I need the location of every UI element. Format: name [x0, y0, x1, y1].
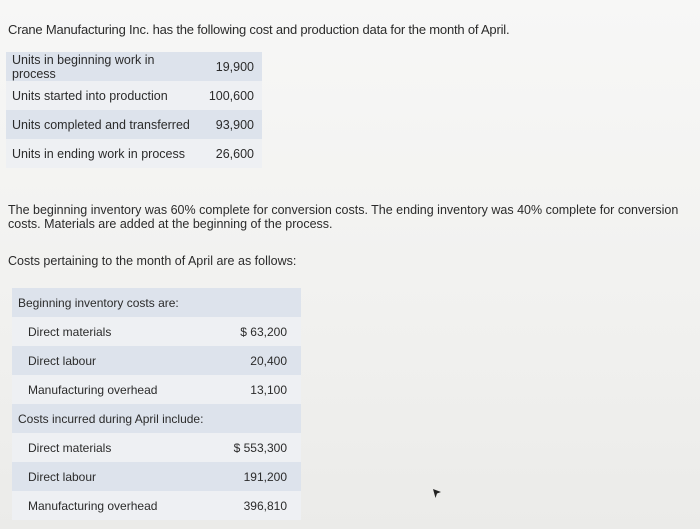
- cost-label: Direct labour: [12, 346, 224, 375]
- table-row: [12, 288, 301, 317]
- inventory-paragraph: The beginning inventory was 60% complete for conversion costs. The ending inventory was 40% complete for conversion costs. Materials are added at the beginning of the process.: [8, 203, 679, 231]
- costs-table: [12, 288, 301, 520]
- cost-label: Direct materials: [12, 317, 224, 346]
- cost-value: 191,200: [224, 462, 301, 491]
- problem-intro: Crane Manufacturing Inc. has the following cost and production data for the month of April.: [8, 22, 510, 37]
- table-row: [12, 462, 301, 491]
- mouse-cursor-icon: [432, 488, 442, 500]
- units-label: Units in beginning work in process: [6, 52, 196, 81]
- cost-value: $ 553,300: [224, 433, 301, 462]
- costs-heading: Costs pertaining to the month of April are as follows:: [8, 254, 297, 268]
- cost-label: Manufacturing overhead: [12, 491, 224, 520]
- units-label: Units started into production: [6, 81, 196, 110]
- cost-value: 13,100: [224, 375, 301, 404]
- cost-value: 20,400: [224, 346, 301, 375]
- units-label: Units completed and transferred: [6, 110, 196, 139]
- table-row: [6, 110, 262, 139]
- table-row: [12, 317, 301, 346]
- cost-label: Direct materials: [12, 433, 224, 462]
- units-table: [6, 52, 262, 168]
- units-value: 26,600: [196, 139, 262, 168]
- table-row: [12, 491, 301, 520]
- table-row: [12, 375, 301, 404]
- april-costs-header: Costs incurred during April include:: [12, 404, 224, 433]
- cost-value: 396,810: [224, 491, 301, 520]
- cost-label: Direct labour: [12, 462, 224, 491]
- units-value: 19,900: [196, 52, 262, 81]
- table-row: [12, 433, 301, 462]
- cost-label: Manufacturing overhead: [12, 375, 224, 404]
- units-value: 100,600: [196, 81, 262, 110]
- units-label: Units in ending work in process: [6, 139, 196, 168]
- beginning-costs-header: Beginning inventory costs are:: [12, 288, 224, 317]
- units-value: 93,900: [196, 110, 262, 139]
- cost-value: $ 63,200: [224, 317, 301, 346]
- table-row: [6, 81, 262, 110]
- table-row: [6, 52, 262, 81]
- table-row: [12, 404, 301, 433]
- table-row: [6, 139, 262, 168]
- table-row: [12, 346, 301, 375]
